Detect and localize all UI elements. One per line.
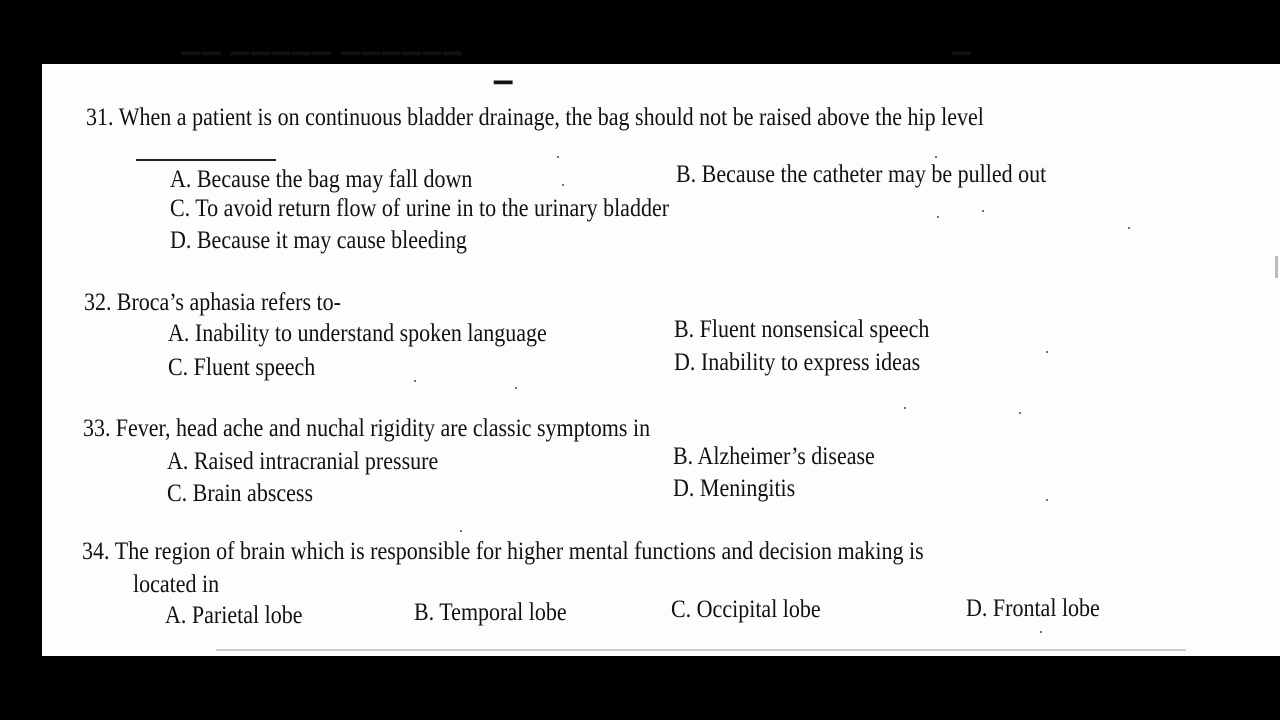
scan-speck [1046, 499, 1048, 501]
question-33 [83, 415, 650, 443]
question-text: The region of brain which is responsible for higher mental functions and decision making is [114, 538, 924, 565]
option-34-d: D. Frontal lobe [966, 595, 1100, 622]
option-32-b: B. Fluent nonsensical speech [674, 316, 930, 343]
question-number: 34. [82, 538, 110, 565]
question-number: 32. [84, 289, 112, 316]
question-31 [86, 104, 984, 132]
scan-speck [1046, 351, 1048, 353]
answer-blank [136, 159, 276, 161]
scan-speck [982, 210, 984, 212]
question-34-continuation: located in [133, 571, 220, 598]
exam-page [42, 54, 1280, 656]
scan-speck [1040, 631, 1042, 633]
option-32-c: C. Fluent speech [168, 354, 316, 381]
scan-speck [562, 184, 564, 186]
question-text: Broca’s aphasia refers to- [116, 289, 341, 316]
option-34-c: C. Occipital lobe [671, 596, 821, 623]
question-text: Fever, head ache and nuchal rigidity are classic symptoms in [115, 415, 651, 442]
scan-speck [515, 387, 517, 389]
scan-speck [1019, 412, 1021, 414]
cut-off-previous-line: ▔▔ ▔▔▔▔▔ ▔▔▔▔▔▔ ▔ ▔ [182, 54, 973, 109]
option-34-a: A. Parietal lobe [165, 602, 303, 629]
scan-speck [414, 380, 416, 382]
option-32-d: D. Inability to express ideas [674, 349, 921, 376]
scan-speck [937, 216, 939, 218]
scan-speck [1128, 227, 1130, 229]
question-text: When a patient is on continuous bladder drainage, the bag should not be raised above the hip level [118, 104, 984, 131]
scan-speck [557, 156, 559, 158]
option-31-a: A. Because the bag may fall down [170, 166, 473, 193]
option-33-a: A. Raised intracranial pressure [167, 448, 439, 475]
question-34 [82, 538, 924, 566]
question-number: 31. [86, 104, 114, 131]
scan-speck [935, 156, 937, 158]
option-33-c: C. Brain abscess [167, 480, 314, 507]
option-33-b: B. Alzheimer’s disease [673, 443, 875, 470]
option-31-c: C. To avoid return flow of urine in to the urinary bladder [170, 195, 670, 222]
scroll-indicator [1275, 256, 1278, 278]
option-31-d: D. Because it may cause bleeding [170, 227, 467, 254]
option-32-a: A. Inability to understand spoken language [168, 320, 547, 347]
option-31-b: B. Because the catheter may be pulled out [676, 161, 1047, 188]
scan-speck [904, 407, 906, 409]
option-33-d: D. Meningitis [673, 475, 796, 502]
option-34-b: B. Temporal lobe [414, 599, 567, 626]
question-32 [84, 289, 341, 317]
scan-speck [460, 530, 462, 532]
question-number: 33. [83, 415, 111, 442]
page-edge-rule [216, 649, 1186, 651]
